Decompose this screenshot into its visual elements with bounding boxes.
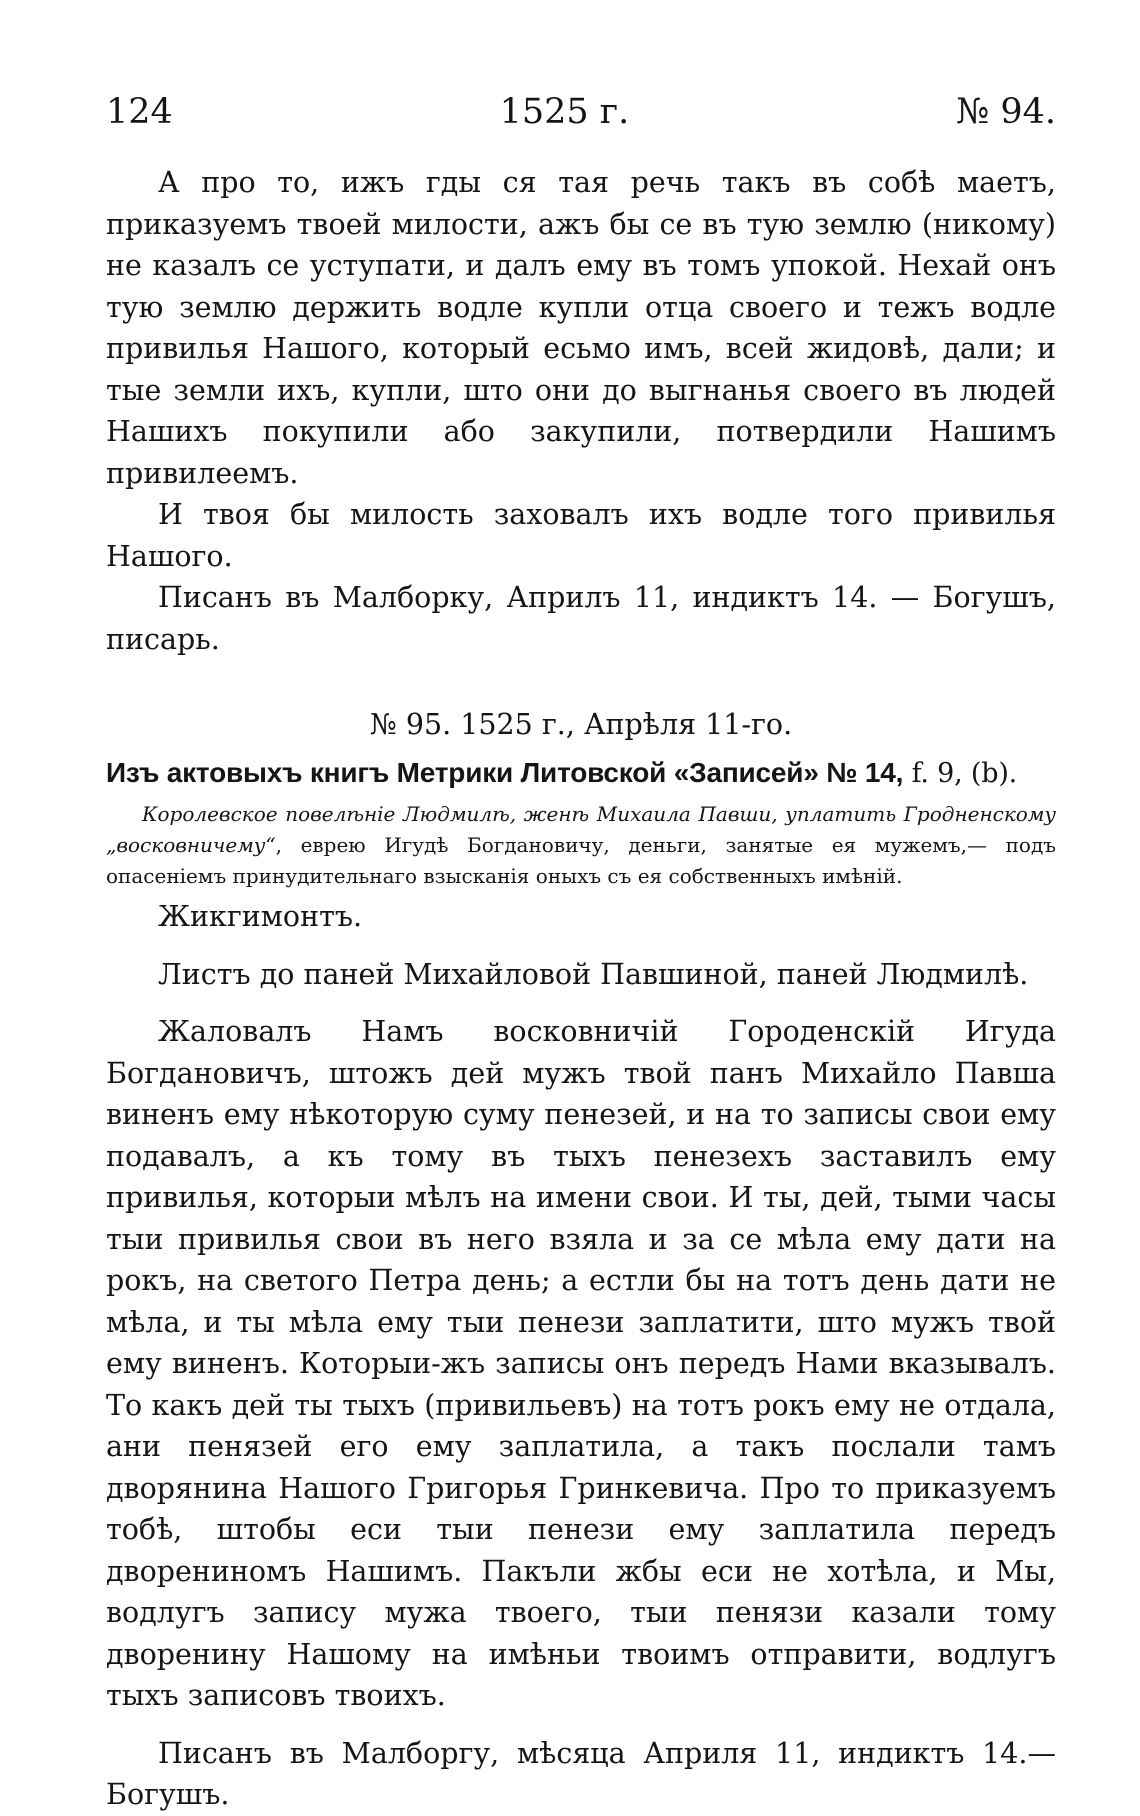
doc95-sender: Жикгимонтъ. [158, 900, 363, 933]
doc94-paragraph-2: И твоя бы милость заховалъ ихъ водле того привилья Нашого. [106, 498, 1056, 573]
book-page [106, 90, 1056, 1816]
doc94-paragraph-1: А про то, ижъ гды ся тая речь такъ въ собѣ маетъ, приказуемъ твоей милости, ажъ бы се въ тую землю (никому) не казалъ се уступати, и далъ ему въ томъ упокой. Нехай онъ тую землю держить водле купли отца своего и тежъ водле привилья Нашого, который есьмо имъ, всей жидовѣ, дали; и тые земли ихъ, купли, што они до выгнанья своего въ людей Нашихъ покупили або закупили, потвердили Нашимъ привилеемъ. [106, 166, 1056, 490]
doc95-source-line [106, 752, 1056, 795]
running-head [106, 90, 1056, 134]
page-number: 124 [106, 92, 173, 132]
header-doc-number: № 94. [956, 92, 1056, 132]
spacer [106, 1717, 1056, 1733]
doc95-heading: № 95. 1525 г., Апрѣля 11-го. [369, 708, 793, 741]
doc95-paragraph-1: Жаловалъ Намъ восковничій Городенскій Игуда Богдановичъ, штожъ дей мужъ твой панъ Михайло Павша виненъ ему нѣкоторую суму пенезей, и на то записы свои ему подавалъ, а къ тому въ тыхъ пенезехъ заставилъ ему привилья, которыи мѣлъ на имени свои. И ты, дей, тыми часы тыи привилья свои въ него взяла и за се мѣла ему дати на рокъ, на светого Петра день; а естли бы на тотъ день дати не мѣла, и ты мѣла ему тыи пенези заплатити, што мужъ твой ему виненъ. Которыи-жъ записы онъ передъ Нами вказывалъ. То какъ дей ты тыхъ (привильевъ) на тотъ рокъ ему не отдала, ани пенязей его ему заплатила, а такъ послали тамъ дворянина Нашого Григорья Гринкевича. Про то приказуемъ тобѣ, штобы еси тыи пенези ему заплатила передъ дворениномъ Нашимъ. Пакъли жбы еси не хотѣла, и Мы, водлугъ запису мужа твоего, тыи пенязи казали тому дворенину Нашому на имѣньи твоимъ отправити, водлугъ тыхъ записовъ твоихъ. [106, 1015, 1056, 1712]
doc94-closing-line: Писанъ въ Малборку, Априлъ 11, индиктъ 14. — Богушъ, писарь. [106, 581, 1056, 656]
summary-plain-part: , еврею Игудѣ Богдановичу, деньги, занятые ея мужемъ,— подъ опасеніемъ принудительнаго взысканія оныхъ съ ея собственныхъ имѣній. [106, 833, 1056, 888]
doc95-summary [106, 799, 1056, 892]
summary-italic-part: Королевское повелѣніе Людмилѣ, женѣ Михаила Павши, уплатить Гродненскому „восковничему“ [106, 802, 1056, 857]
source-title: Изъ актовыхъ книгъ Метрики Литовской «Записей» № 14, [106, 757, 904, 788]
doc95-address: Листъ до паней Михайловой Павшиной, паней Людмилѣ. [158, 957, 1029, 991]
spacer [106, 995, 1056, 1011]
spacer [106, 938, 1056, 954]
header-year: 1525 г. [499, 92, 630, 132]
doc95-closing-line: Писанъ въ Малборгу, мѣсяца Априля 11, индиктъ 14.—Богушъ. [106, 1736, 1056, 1811]
source-folio: f. 9, (b). [903, 758, 1018, 789]
